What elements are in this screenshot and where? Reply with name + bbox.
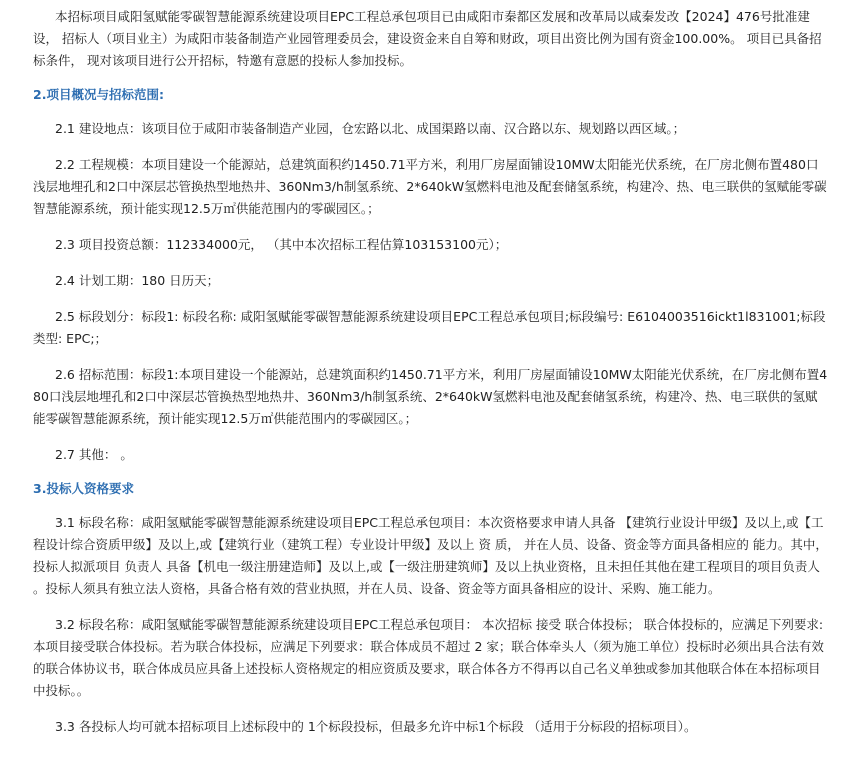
section-heading-qualification: 3.投标人资格要求 [33, 481, 134, 496]
item-3-3: 3.3 各投标人均可就本招标项目上述标段中的 1个标段投标，但最多允许中标1个标段 （适用于分标段的招标项目）。 [55, 719, 697, 734]
intro-paragraph: 本招标项目咸阳氢赋能零碳智慧能源系统建设项目EPC工程总承包项目已由咸阳市秦都区发展和改革局以咸秦发改【2024】476号批准建设， 招标人（项目业主）为咸阳市装备制造产业园管理委员会，建设资金来自自筹和财政，项目出资比例为国有资金100.00%。 项目已具备招标条件， 现对该项目进行公开招标，特邀有意愿的投标人参加投标。 [33, 9, 822, 68]
item-3-1: 3.1 标段名称：咸阳氢赋能零碳智慧能源系统建设项目EPC工程总承包项目：本次资格要求申请人具备 【建筑行业设计甲级】及以上,或【工程设计综合资质甲级】及以上,或【建筑行业（建筑工程）专业设计甲级】及以上 资 质， 并在人员、设备、资金等方面具备相应的 能力。其中，投标人拟派项目 负责人 具备【机电一级注册建造师】及以上,或【一级注册建筑师】及以上执业资格，且未担任其他在建工程项目的项目负责人 。投标人须具有独立法人资格，具备合格有效的营业执照，并在人员、设备、资金等方面具备相应的设计、采购、施工能力。 [33, 515, 828, 596]
item-2-7: 2.7 其他： 。 [55, 447, 133, 462]
item-2-2: 2.2 工程规模：本项目建设一个能源站，总建筑面积约1450.71平方米，利用厂房屋面铺设10MW太阳能光伏系统，在厂房北侧布置480口浅层地埋孔和2口中深层芯管换热型地热井、360Nm3/h制氢系统、2*640kW氢燃料电池及配套储氢系统，构建冷、热、电三联供的氢赋能零碳智慧能源系统，预计能实现12.5万㎡供能范围内的零碳园区。； [33, 157, 827, 216]
item-2-5: 2.5 标段划分：标段1: 标段名称: 咸阳氢赋能零碳智慧能源系统建设项目EPC工程总承包项目;标段编号: E6104003516ickt1l831001;标段类型: EPC;； [33, 309, 826, 346]
item-2-4: 2.4 计划工期：180 日历天； [55, 273, 220, 288]
item-2-6: 2.6 招标范围：标段1:本项目建设一个能源站，总建筑面积约1450.71平方米，利用厂房屋面铺设10MW太阳能光伏系统，在厂房北侧布置480口浅层地埋孔和2口中深层芯管换热型地热井、360Nm3/h制氢系统、2*640kW氢燃料电池及配套储氢系统，构建冷、热、电三联供的氢赋能零碳智慧能源系统，预计能实现12.5万㎡供能范围内的零碳园区。； [33, 367, 828, 426]
item-3-2: 3.2 标段名称：咸阳氢赋能零碳智慧能源系统建设项目EPC工程总承包项目： 本次招标 接受 联合体投标； 联合体投标的，应满足下列要求: 本项目接受联合体投标。若为联合体投标，应满足下列要求：联合体成员不超过 2 家；联合体牵头人（须为施工单位）投标时必须出具合法有效的联合体协议书，联合体成员应具备上述投标人资格规定的相应资质及要求，联合体各方不得再以自己名义单独或参加其他联合体在本招标项目中投标。。 [33, 617, 824, 698]
section-heading-overview: 2.项目概况与招标范围: [33, 87, 164, 102]
item-2-1: 2.1 建设地点：该项目位于咸阳市装备制造产业园，仓宏路以北、成国渠路以南、汉合路以东、规划路以西区域。； [55, 121, 686, 136]
item-2-3: 2.3 项目投资总额：112334000元， （其中本次招标工程估算103153100元）； [55, 237, 508, 252]
